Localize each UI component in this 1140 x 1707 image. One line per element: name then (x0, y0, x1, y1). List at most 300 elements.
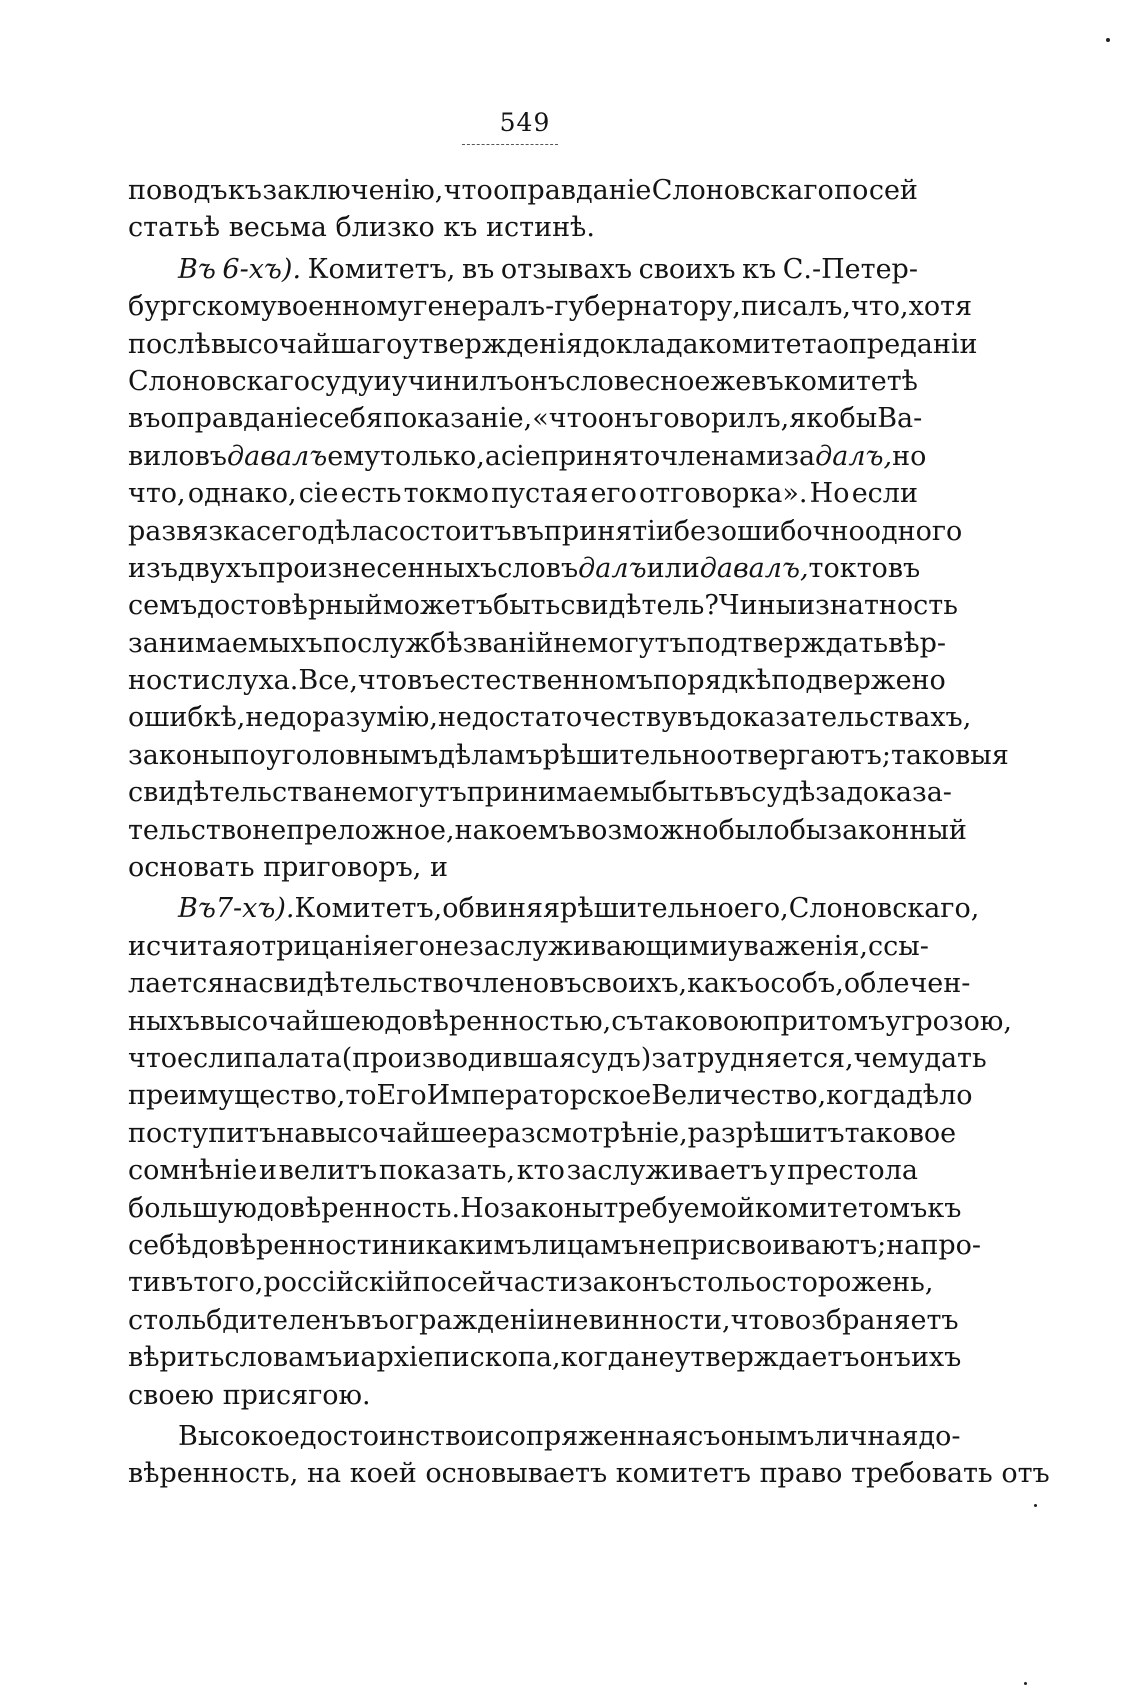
print-speck (1024, 1682, 1027, 1685)
word: своею (128, 1379, 215, 1411)
word: хотя (908, 291, 973, 323)
word: членами (660, 440, 785, 472)
word: если (177, 1042, 244, 1074)
word: Слоновскаго (651, 175, 834, 206)
word: то (345, 1080, 377, 1112)
word: и (476, 1420, 495, 1452)
word: судѣ (751, 777, 816, 809)
word: подвержено (771, 665, 946, 697)
word: комитетѣ (783, 365, 918, 397)
word: отрицанія (245, 930, 389, 962)
word: законъ (577, 1267, 678, 1299)
word: доказательствахъ, (709, 702, 972, 734)
word: же (710, 365, 752, 397)
word: столь (677, 1267, 756, 1299)
text-line (128, 1190, 962, 1227)
word: части (495, 1267, 578, 1299)
word: принимаемы (466, 777, 652, 809)
word: россійскій (263, 1267, 413, 1299)
word: присягою. (222, 1379, 371, 1411)
word: затрудняется, (651, 1042, 854, 1074)
word: что, (128, 478, 186, 510)
word: своихъ (638, 253, 736, 285)
word: дѣло (906, 1080, 973, 1112)
word: онъ (597, 403, 650, 435)
word: и (258, 1155, 277, 1187)
text-line (128, 849, 918, 886)
word: порядкѣ (653, 665, 772, 697)
word: особъ, (754, 968, 844, 1000)
word: притомъ (762, 1005, 886, 1037)
word: на (224, 968, 259, 1000)
word: въ (356, 1304, 389, 1336)
text-line (128, 774, 952, 811)
word: и (342, 1342, 361, 1374)
word: ныхъ (128, 1005, 200, 1037)
word: отвергаютъ; (716, 739, 891, 771)
word: только, (380, 440, 485, 472)
word: доклада (582, 328, 699, 360)
word: сей (446, 1267, 496, 1299)
word: приговоръ, (263, 852, 422, 884)
word: бы (839, 403, 878, 435)
word: Слоновскаго (128, 365, 311, 397)
word: онъ (513, 365, 566, 397)
word: въ (128, 403, 161, 435)
word: дать (924, 1042, 987, 1074)
word: 7-хъ). (215, 893, 295, 925)
word: когда (826, 1080, 907, 1112)
word: Ва- (877, 403, 923, 435)
word: ности (128, 665, 211, 697)
word: не (640, 1342, 675, 1374)
text-line (128, 737, 1009, 774)
word: далъ, (815, 440, 893, 472)
word: по (834, 175, 869, 206)
word: велитъ (278, 1155, 378, 1187)
word: преданіи (848, 328, 978, 360)
word: есть (340, 478, 402, 510)
word: вѣренность, (128, 1458, 299, 1490)
word: поступитъ (128, 1117, 277, 1149)
word: оправданіе (160, 403, 319, 435)
word: высочайшее (310, 1117, 488, 1149)
word: пустая (491, 478, 589, 510)
word: отзывахъ (500, 253, 633, 285)
word: облечен- (843, 968, 971, 1000)
word: принятіи (543, 515, 674, 547)
word: къ (227, 175, 262, 206)
text-line (128, 1115, 957, 1152)
word: недостаточеству (437, 702, 678, 734)
word: словамъ (224, 1342, 343, 1374)
word: Чины (718, 590, 798, 622)
word: состоитъ (383, 515, 512, 547)
word: писалъ, (740, 291, 851, 323)
word: огражденіи (388, 1304, 555, 1336)
word: рѣшительно (542, 739, 717, 771)
word: принято (540, 440, 661, 472)
word: возбраняетъ (779, 1304, 959, 1336)
word: семъ (128, 590, 198, 622)
word: законы (499, 1192, 604, 1224)
word: изъ (128, 552, 178, 584)
word: считая (146, 930, 246, 962)
word: законный (827, 814, 967, 846)
word: токмо (403, 478, 489, 510)
word: сей (868, 175, 918, 206)
word: «что (532, 403, 598, 435)
word: до- (918, 1420, 961, 1452)
word: заслуживаетъ (566, 1155, 768, 1187)
word: что (443, 175, 493, 206)
text-line (128, 699, 972, 736)
word: таковое (844, 1117, 957, 1149)
print-speck (1034, 1504, 1037, 1507)
word: съ (688, 1420, 721, 1452)
word: близко (335, 212, 435, 244)
word: если (851, 478, 918, 510)
text-line (128, 209, 918, 246)
word: въ (511, 515, 544, 547)
text-line (128, 1152, 918, 1189)
word: Въ (178, 893, 216, 925)
word: оправданіе (493, 175, 652, 206)
word: бы (789, 814, 828, 846)
word: утверждаетъ (674, 1342, 860, 1374)
word: быть (651, 777, 719, 809)
text-line (128, 288, 973, 325)
word: комитета (698, 328, 833, 360)
word: кто (516, 1155, 565, 1187)
word: вѣр- (888, 627, 947, 659)
word: преимущество, (128, 1080, 346, 1112)
print-speck (1106, 38, 1110, 42)
word: могутъ (367, 777, 467, 809)
word: онымъ (720, 1420, 815, 1452)
text-line (128, 890, 980, 927)
word: коемъ (488, 814, 576, 846)
word: довѣренности (191, 1229, 390, 1261)
word: говорилъ, (649, 403, 790, 435)
word: могутъ (587, 627, 687, 659)
word: Слоновскаго, (788, 893, 980, 925)
word: коей (349, 1458, 417, 1490)
text-line (128, 1455, 1050, 1492)
word: какъ (687, 968, 755, 1000)
word: было (718, 814, 790, 846)
word: а (484, 440, 501, 472)
word: заслуживающими (469, 930, 728, 962)
word: съ (611, 1005, 644, 1037)
text-line (128, 400, 923, 437)
text-line (128, 1264, 934, 1301)
word: членовъ (463, 968, 582, 1000)
word: не (333, 777, 368, 809)
word: лицамъ (531, 1229, 639, 1261)
word: дѣламъ (438, 739, 543, 771)
word: и (128, 930, 146, 962)
text-line (128, 587, 958, 624)
word: у (769, 1155, 786, 1187)
word: 6-хъ). (222, 253, 302, 285)
word: естественномъ (439, 665, 654, 697)
word: Величество, (651, 1080, 827, 1112)
word: тивъ (128, 1267, 194, 1299)
word: возможно (575, 814, 719, 846)
word: когда (560, 1342, 641, 1374)
word: далъ (578, 552, 647, 584)
page-number-rule (462, 144, 558, 145)
word: Императорское (426, 1080, 652, 1112)
word: палата (243, 1042, 342, 1074)
word: въ (677, 702, 710, 734)
word: въ (751, 365, 784, 397)
text-line (128, 965, 971, 1002)
word: не (638, 1229, 673, 1261)
word: яко (789, 403, 840, 435)
word: довѣренность. (256, 1192, 461, 1224)
text-line (128, 550, 921, 587)
word: архіепископа, (360, 1342, 561, 1374)
word: учинилъ (391, 365, 514, 397)
word: сіе (298, 478, 339, 510)
word: суду (310, 365, 374, 397)
text-line (128, 1418, 961, 1455)
word: на (276, 1117, 311, 1149)
word: его (590, 478, 637, 510)
word: законы (128, 739, 232, 771)
word: тельство (128, 814, 253, 846)
word: къ (742, 253, 777, 285)
word: давалъ (226, 440, 328, 472)
word: къ (927, 1192, 962, 1224)
text-line (128, 1302, 959, 1339)
word: присвоиваютъ; (672, 1229, 887, 1261)
word: себя (318, 403, 383, 435)
word: таковою (643, 1005, 763, 1037)
word: что, (850, 291, 909, 323)
word: Высокое (178, 1420, 300, 1452)
word: довѣренностью, (384, 1005, 612, 1037)
word: Все, (298, 665, 358, 697)
word: то (808, 552, 840, 584)
word: уваженія, (727, 930, 868, 962)
word: (производившая (341, 1042, 576, 1074)
word: столь (128, 1304, 207, 1336)
word: недоразумію, (245, 702, 438, 734)
word: большую (128, 1192, 257, 1224)
page-number: 549 (499, 108, 551, 137)
word: въ (406, 665, 440, 697)
word: въ (461, 253, 495, 285)
word: сего (256, 515, 318, 547)
word: требовать (851, 1458, 993, 1490)
word: рѣшительно (560, 893, 734, 925)
word: невинности, (554, 1304, 731, 1336)
word: что (357, 665, 407, 697)
word: показать, (378, 1155, 516, 1187)
word: основываетъ (425, 1458, 608, 1490)
word: бдителенъ (206, 1304, 357, 1336)
word: не (435, 930, 470, 962)
word: требуемой (603, 1192, 755, 1224)
word: и (430, 852, 448, 884)
word: развязка (128, 515, 257, 547)
word: истинѣ. (486, 212, 595, 244)
word: бургскому (128, 291, 277, 323)
word: доказа- (846, 777, 952, 809)
text-line (128, 326, 978, 363)
word: чему (853, 1042, 925, 1074)
word: Но (809, 478, 850, 510)
word: никакимъ (389, 1229, 532, 1261)
word: лается (128, 968, 225, 1000)
word: свидѣтельство (258, 968, 464, 1000)
word: уголовнымъ (265, 739, 439, 771)
word: престола (787, 1155, 918, 1187)
text-line (128, 438, 927, 475)
word: достоинство (299, 1420, 477, 1452)
word: или (646, 552, 700, 584)
word: Комитетъ, (294, 893, 443, 925)
word: ссы- (868, 930, 929, 962)
word: ихъ (910, 1342, 962, 1374)
word: таковыя (890, 739, 1009, 771)
word: его (388, 930, 436, 962)
word: Его (376, 1080, 427, 1112)
word: поводъ (128, 175, 228, 206)
text-line (128, 1077, 973, 1114)
word: отъ (1001, 1458, 1050, 1490)
word: своихъ, (581, 968, 688, 1000)
word: онъ (859, 1342, 911, 1374)
word: за (784, 440, 816, 472)
word: основать (128, 852, 255, 884)
word: отговорка». (639, 478, 808, 510)
word: можетъ (382, 590, 493, 622)
text-line (128, 625, 947, 662)
word: свидѣтель? (560, 590, 719, 622)
word: и (373, 365, 392, 397)
word: военному (276, 291, 414, 323)
word: не (553, 627, 588, 659)
word: по (231, 739, 266, 771)
word: статьѣ (128, 212, 221, 244)
text-line (128, 1227, 982, 1264)
text-line (128, 1040, 987, 1077)
word: послѣ (128, 328, 211, 360)
word: Комитетъ, (307, 253, 456, 285)
word: заключенію, (262, 175, 444, 206)
word: виловъ (128, 440, 227, 472)
word: Но (460, 1192, 500, 1224)
word: словесное (565, 365, 711, 397)
text-line (128, 251, 918, 288)
word: осторожень, (755, 1267, 934, 1299)
word: разрѣшитъ (687, 1117, 845, 1149)
word: двухъ (177, 552, 259, 584)
word: давалъ, (699, 552, 809, 584)
word: знатность (815, 590, 958, 622)
word: произнесенныхъ (258, 552, 498, 584)
word: словъ (497, 552, 579, 584)
word: угрозою, (885, 1005, 1012, 1037)
word: весьма (228, 212, 327, 244)
word: къ (443, 212, 478, 244)
word: сіе (500, 440, 541, 472)
word: свидѣтельства (128, 777, 334, 809)
word: напро- (886, 1229, 982, 1261)
word: утвержденія (402, 328, 583, 360)
word: судъ) (576, 1042, 652, 1074)
word: кто (839, 552, 888, 584)
word: высочайшею (199, 1005, 385, 1037)
word: о (832, 328, 849, 360)
word: дѣла (317, 515, 384, 547)
word: сопряженная (494, 1420, 689, 1452)
word: слуха. (210, 665, 299, 697)
word: Въ (178, 253, 216, 285)
word: безошибочно (673, 515, 865, 547)
word: право (759, 1458, 843, 1490)
text-line (128, 812, 967, 849)
word: ошибкѣ, (128, 702, 246, 734)
text-line (128, 928, 929, 965)
text-line (128, 475, 918, 512)
word: личная (814, 1420, 919, 1452)
text-line (128, 513, 963, 550)
word: на (306, 1458, 342, 1490)
word: но (892, 440, 927, 472)
text-line (128, 1003, 1012, 1040)
word: службѣ (357, 627, 463, 659)
word: себѣ (128, 1229, 192, 1261)
text-line (128, 1339, 962, 1376)
word: достовѣрный (197, 590, 383, 622)
word: одного (864, 515, 963, 547)
word: занимаемыхъ (128, 627, 323, 659)
word: въ (718, 777, 752, 809)
word: на (454, 814, 489, 846)
word: его, (733, 893, 789, 925)
word: въ (887, 552, 921, 584)
word: сомнѣніе (128, 1155, 258, 1187)
word: званій (462, 627, 554, 659)
word: что (128, 1042, 178, 1074)
word: С.-Петер- (782, 253, 918, 285)
word: что (730, 1304, 780, 1336)
text-line (128, 172, 918, 209)
word: однако, (187, 478, 297, 510)
word: комитетомъ (754, 1192, 928, 1224)
word: высочайшаго (210, 328, 403, 360)
word: вѣрить (128, 1342, 225, 1374)
word: непреложное, (252, 814, 455, 846)
word: и (797, 590, 816, 622)
body-text (128, 172, 1050, 1493)
word: комитетъ (615, 1458, 751, 1490)
word: ему (327, 440, 381, 472)
text-line (128, 662, 946, 699)
word: показаніе, (382, 403, 533, 435)
word: за (815, 777, 847, 809)
word: обвиняя (442, 893, 561, 925)
word: по (322, 627, 358, 659)
text-line (128, 363, 918, 400)
word: генералъ-губернатору, (413, 291, 741, 323)
word: подтверждать (686, 627, 889, 659)
